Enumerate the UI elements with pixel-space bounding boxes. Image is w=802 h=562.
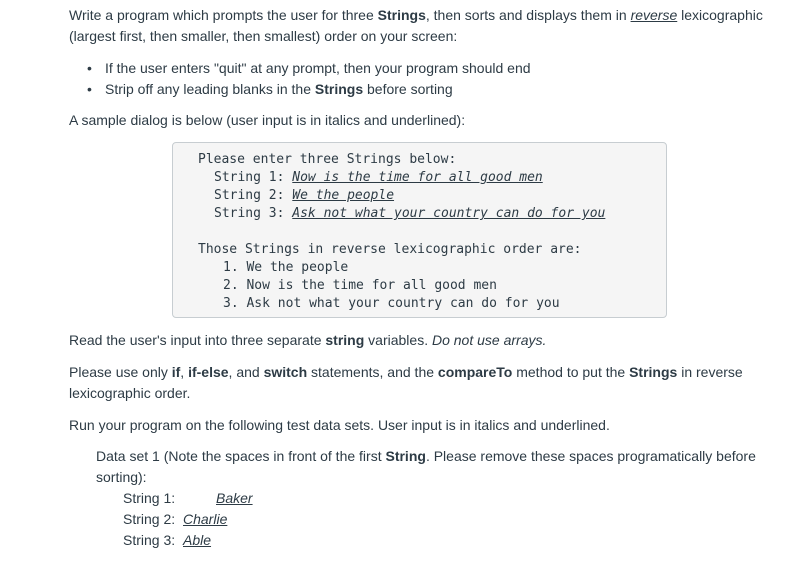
requirements-list — [87, 58, 531, 100]
dialog-string-1 — [214, 169, 543, 187]
please-use-text: Please use only — [69, 364, 172, 380]
list-item — [87, 79, 531, 100]
please-use-text-3: method to put the — [512, 364, 630, 380]
keyword-switch: switch — [263, 364, 308, 380]
intro-strings-bold: Strings — [377, 7, 426, 23]
dataset-text-2: . Please remove these spaces programatically before sorting): — [96, 448, 756, 485]
please-use-text-2: statements, and the — [307, 364, 438, 380]
intro-text-2: , then sorts and displays them in — [425, 7, 631, 23]
sample-intro: A sample dialog is below (user input is in italics and underlined): — [69, 112, 466, 128]
bullet-quit-text: If the user enters "quit" at any prompt, then your program should end — [105, 60, 531, 76]
dialog-string-2 — [214, 187, 394, 205]
dataset-string-1-value — [216, 488, 253, 509]
dataset-1-description — [96, 446, 786, 488]
intro-text-3: lexicographic (largest first, then smaller, then smallest) order on your screen: — [69, 7, 763, 44]
intro-paragraph — [69, 5, 784, 47]
read-input-bold: string — [325, 332, 365, 348]
dataset-text: Data set 1 (Note the spaces in front of the first — [96, 448, 386, 464]
dialog-result-1: 1. We the people — [223, 260, 349, 275]
please-use-sep-2: , and — [228, 364, 264, 380]
please-use-text-4: in reverse lexicographic order. — [69, 364, 743, 401]
dataset-value: Charlie — [183, 511, 228, 527]
please-use-paragraph — [69, 362, 784, 404]
dialog-input: Now is the time for all good men — [292, 170, 543, 185]
list-item — [87, 58, 531, 79]
bullet-strip-text: Strip off any leading blanks in the — [105, 81, 315, 97]
read-input-italic: Do not use arrays. — [431, 332, 547, 348]
dialog-result-2: 2. Now is the time for all good men — [223, 278, 497, 293]
dataset-string-3-value — [183, 530, 211, 551]
bullet-strip-text-2: before sorting — [363, 81, 453, 97]
run-paragraph: Run your program on the following test data sets. User input is in italics and underlined. — [69, 417, 610, 433]
keyword-if: if — [171, 364, 181, 380]
dataset-value: Baker — [216, 490, 253, 506]
bullet-strings-bold: Strings — [314, 81, 364, 97]
sample-dialog-box — [172, 142, 667, 318]
dataset-string-3-label: String 3: — [123, 532, 176, 548]
read-input-text-2: variables. — [364, 332, 432, 348]
intro-text: Write a program which prompts the user for three — [69, 7, 378, 23]
dialog-string-3 — [214, 205, 605, 223]
dialog-input: Ask not what your country can do for you — [292, 206, 606, 221]
dialog-prompt: Please enter three Strings below: — [198, 152, 457, 167]
read-input-paragraph — [69, 330, 784, 351]
keyword-compareto: compareTo — [437, 364, 513, 380]
keyword-if-else: if-else — [188, 364, 229, 380]
keyword-strings: Strings — [629, 364, 678, 380]
dataset-string-2-label: String 2: — [123, 511, 176, 527]
dialog-label: String 1: — [214, 170, 293, 185]
read-input-text: Read the user's input into three separate — [69, 332, 326, 348]
dialog-label: String 2: — [214, 188, 293, 203]
dataset-string-1-label: String 1: — [123, 490, 176, 506]
dialog-result-3: 3. Ask not what your country can do for you — [223, 296, 560, 311]
dialog-input: We the people — [292, 188, 395, 203]
dataset-bold: String — [385, 448, 426, 464]
dataset-value: Able — [183, 532, 212, 548]
please-use-sep: , — [180, 364, 189, 380]
dialog-label: String 3: — [214, 206, 293, 221]
intro-reverse-emph: reverse — [630, 7, 678, 23]
dataset-string-2-value — [183, 509, 227, 530]
dialog-result-header: Those Strings in reverse lexicographic order are: — [198, 242, 582, 257]
